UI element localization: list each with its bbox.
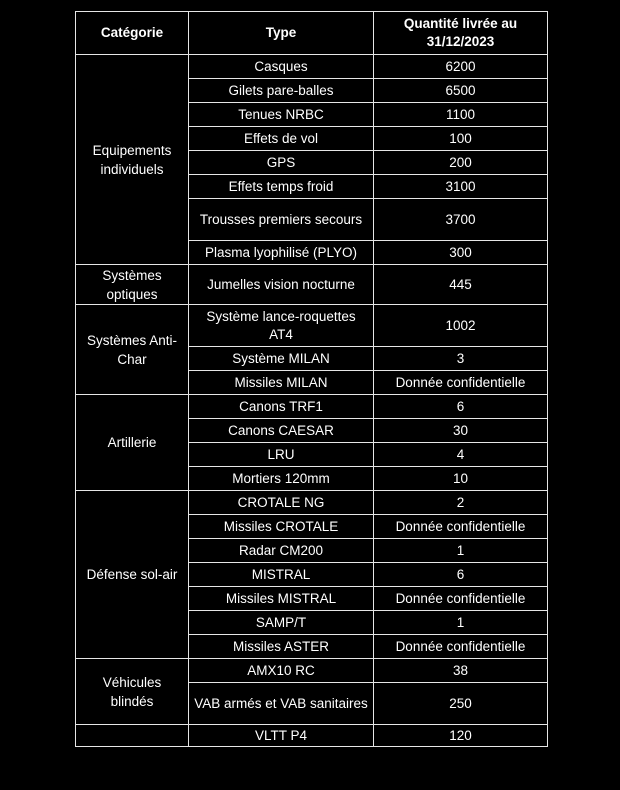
quantity-cell: 250 [374, 683, 548, 725]
type-cell: Canons TRF1 [189, 395, 374, 419]
header-quantity: Quantité livrée au 31/12/2023 [374, 12, 548, 55]
type-cell: Missiles MILAN [189, 371, 374, 395]
table-row [76, 265, 548, 305]
type-cell: Système lance-roquettes AT4 [189, 305, 374, 347]
quantity-cell: 1100 [374, 103, 548, 127]
type-cell: Tenues NRBC [189, 103, 374, 127]
table-row [76, 725, 548, 747]
quantity-cell: 6200 [374, 55, 548, 79]
category-cell: Véhicules blindés [76, 659, 189, 725]
type-cell: Radar CM200 [189, 539, 374, 563]
quantity-cell: 6 [374, 563, 548, 587]
quantity-cell: 445 [374, 265, 548, 305]
type-cell: Trousses premiers secours [189, 199, 374, 241]
type-cell: Missiles CROTALE [189, 515, 374, 539]
type-cell: Casques [189, 55, 374, 79]
header-row [76, 12, 548, 55]
type-cell: VLTT P4 [189, 725, 374, 747]
type-cell: GPS [189, 151, 374, 175]
quantity-cell: Donnée confidentielle [374, 515, 548, 539]
quantity-cell: 38 [374, 659, 548, 683]
category-cell [76, 725, 189, 747]
table-body [76, 55, 548, 747]
quantity-cell: 3100 [374, 175, 548, 199]
type-cell: CROTALE NG [189, 491, 374, 515]
header-type: Type [189, 12, 374, 55]
quantity-cell: 10 [374, 467, 548, 491]
table-row [76, 395, 548, 419]
type-cell: Missiles ASTER [189, 635, 374, 659]
type-cell: Jumelles vision nocturne [189, 265, 374, 305]
type-cell: Système MILAN [189, 347, 374, 371]
table-row [76, 55, 548, 79]
quantity-cell: Donnée confidentielle [374, 587, 548, 611]
quantity-cell: 3700 [374, 199, 548, 241]
quantity-cell: 6 [374, 395, 548, 419]
quantity-cell: 200 [374, 151, 548, 175]
quantity-cell: 1 [374, 539, 548, 563]
quantity-cell: 30 [374, 419, 548, 443]
table-row [76, 659, 548, 683]
quantity-cell: 6500 [374, 79, 548, 103]
quantity-cell: Donnée confidentielle [374, 371, 548, 395]
type-cell: LRU [189, 443, 374, 467]
quantity-cell: Donnée confidentielle [374, 635, 548, 659]
quantity-cell: 4 [374, 443, 548, 467]
type-cell: MISTRAL [189, 563, 374, 587]
type-cell: Plasma lyophilisé (PLYO) [189, 241, 374, 265]
type-cell: Effets temps froid [189, 175, 374, 199]
type-cell: Canons CAESAR [189, 419, 374, 443]
quantity-cell: 300 [374, 241, 548, 265]
category-cell: Défense sol-air [76, 491, 189, 659]
category-cell: Systèmes optiques [76, 265, 189, 305]
table-row [76, 305, 548, 347]
quantity-cell: 120 [374, 725, 548, 747]
quantity-cell: 1002 [374, 305, 548, 347]
type-cell: Mortiers 120mm [189, 467, 374, 491]
type-cell: SAMP/T [189, 611, 374, 635]
quantity-cell: 2 [374, 491, 548, 515]
quantity-cell: 3 [374, 347, 548, 371]
category-cell: Equipements individuels [76, 55, 189, 265]
deliveries-table [75, 11, 548, 747]
type-cell: Effets de vol [189, 127, 374, 151]
quantity-cell: 1 [374, 611, 548, 635]
category-cell: Artillerie [76, 395, 189, 491]
category-cell: Systèmes Anti-Char [76, 305, 189, 395]
header-category: Catégorie [76, 12, 189, 55]
type-cell: Missiles MISTRAL [189, 587, 374, 611]
quantity-cell: 100 [374, 127, 548, 151]
table-row [76, 491, 548, 515]
type-cell: AMX10 RC [189, 659, 374, 683]
type-cell: Gilets pare-balles [189, 79, 374, 103]
type-cell: VAB armés et VAB sanitaires [189, 683, 374, 725]
